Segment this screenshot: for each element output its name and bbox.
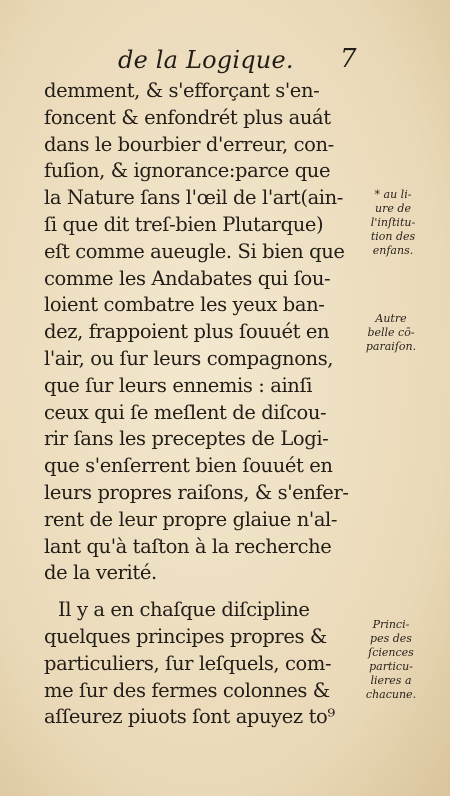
text-line: loient combatre les yeux ban- (44, 293, 325, 317)
text-line: rir ſans les preceptes de Logi- (44, 427, 329, 451)
margin-note-line: l'inſtitu- (370, 216, 416, 229)
text-line: lant qu'à taſton à la recherche (44, 534, 332, 558)
text-line: demment, & s'efforçant s'en- (44, 79, 320, 102)
text-line: que s'enſerrent bien ſouuét en (44, 454, 333, 478)
margin-note-line: lieres a (370, 674, 412, 687)
margin-note-line: paraiſon. (365, 340, 417, 353)
text-line: ceux qui ſe meſlent de diſcou- (44, 400, 327, 424)
margin-note-comparison (358, 312, 424, 354)
margin-note-line: tion des (370, 230, 416, 243)
text-line: eſt comme aueugle. Si bien que (44, 239, 345, 263)
margin-note-line: pes des (370, 632, 412, 645)
margin-note-line: Autre (375, 312, 407, 325)
text-line: dans le bourbier d'erreur, con- (44, 132, 334, 156)
margin-note-line: belle cō- (367, 326, 415, 339)
margin-note-line: chacune. (365, 688, 417, 701)
text-line: aſſeurez piuots ſont apuyez to⁹ (44, 705, 335, 729)
margin-note-line: Princi- (372, 618, 410, 631)
margin-note-line: enfans. (372, 244, 414, 257)
text-line: comme les Andabates qui ſou- (44, 266, 331, 290)
main-text (44, 78, 358, 731)
text-line: de la verité. (44, 561, 157, 585)
margin-note-institution (360, 188, 426, 258)
running-head: de la Logique. (118, 46, 294, 74)
page-number: 7 (340, 44, 357, 74)
text-line: rent de leur propre glaiue n'al- (44, 507, 338, 531)
margin-note-line: ſciences (368, 646, 414, 659)
text-line: leurs propres raiſons, & s'enfer- (44, 480, 349, 504)
text-line: Il y a en chaſque diſcipline (58, 598, 310, 622)
page-header (0, 46, 450, 76)
text-line: ſi que dit treſ-bien Plutarque) (44, 212, 324, 236)
margin-note-principles (358, 618, 424, 702)
text-line: la Nature ſans l'œil de l'art(ain- (44, 186, 343, 210)
text-line: que ſur leurs ennemis : ainſi (44, 373, 313, 397)
text-line: quelques principes propres & (44, 624, 327, 648)
text-line: me ſur des fermes colonnes & (44, 678, 330, 702)
margin-note-line: * au li- (374, 188, 412, 201)
text-line: particuliers, ſur leſquels, com- (44, 651, 332, 675)
margin-note-line: particu- (369, 660, 413, 673)
text-line: l'air, ou ſur leurs compagnons, (44, 346, 334, 370)
text-line: fuſion, & ignorance:parce que (44, 159, 331, 183)
margin-note-line: ure de (375, 202, 411, 215)
text-line: foncent & enfondrét plus auát (44, 105, 331, 129)
text-line: dez, frappoient plus ſouuét en (44, 320, 330, 344)
